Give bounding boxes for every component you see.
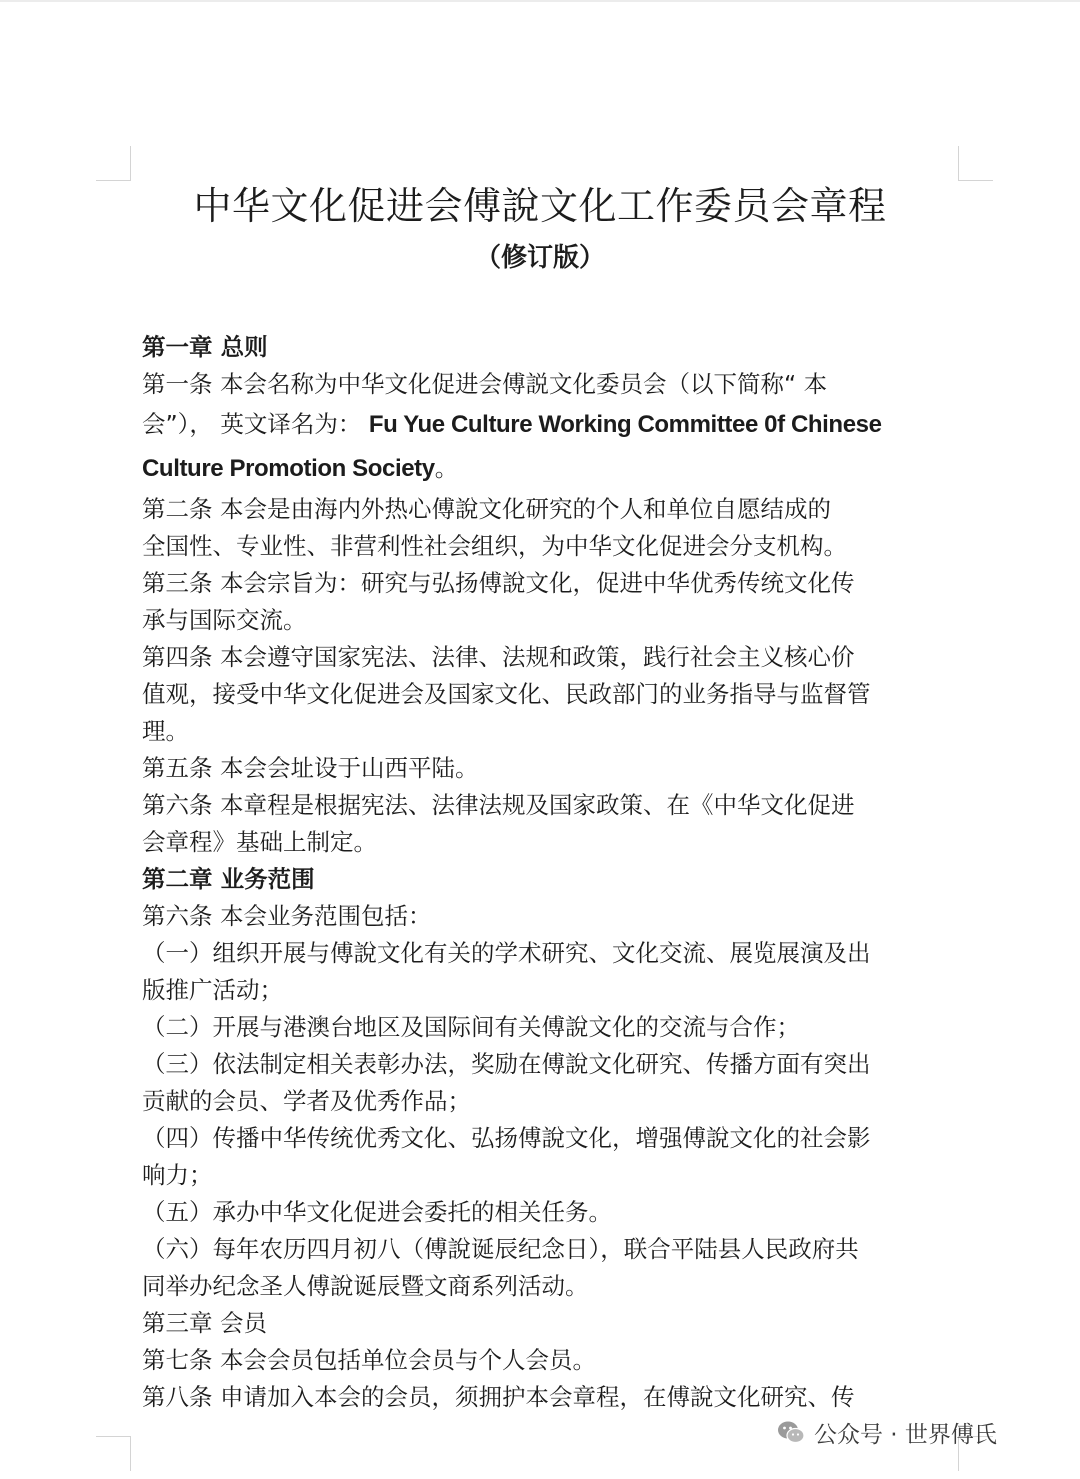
line-text: （四）传播中华传统优秀文化、弘扬傅說文化，增强傅說文化的社会影 <box>142 1124 871 1152</box>
line-text: 第七条 本会会员包括单位会员与个人会员。 <box>142 1346 596 1374</box>
text-line <box>142 750 922 787</box>
text-line <box>142 1157 922 1194</box>
line-text: 理。 <box>142 717 189 745</box>
document-title: 中华文化促进会傅說文化工作委员会章程 <box>193 184 887 228</box>
text-line <box>142 1083 922 1120</box>
page-top-edge <box>0 0 1080 2</box>
line-text: 第二条 本会是由海内外热心傅說文化研究的个人和单位自愿结成的 <box>142 495 831 523</box>
document-subtitle: （修订版） <box>474 243 605 273</box>
crop-mark-top-right <box>958 146 993 181</box>
line-text: 贡献的会员、学者及优秀作品； <box>142 1087 471 1115</box>
text-line <box>142 676 922 713</box>
text-line <box>142 824 922 861</box>
account-watermark <box>776 1412 997 1452</box>
line-text: 第六条 本会业务范围包括： <box>142 902 432 930</box>
document-body <box>142 329 922 1416</box>
crop-mark-top-left <box>96 146 131 181</box>
text-line <box>142 713 922 750</box>
line-text: 响力； <box>142 1161 213 1189</box>
line-text: 第三条 本会宗旨为：研究与弘扬傅說文化，促进中华优秀传统文化传 <box>142 569 855 597</box>
line-text: 承与国际交流。 <box>142 606 307 634</box>
text-line <box>142 972 922 1009</box>
line-text: 第五条 本会会址设于山西平陆。 <box>142 754 479 782</box>
line-text: 会”）， 英文译名为： <box>142 410 369 438</box>
english-name-text: Fu Yue Culture Working Committee 0f Chinese <box>368 411 882 438</box>
text-line <box>142 1268 922 1305</box>
line-text: 第八条 申请加入本会的会员，须拥护本会章程，在傅說文化研究、传 <box>142 1383 855 1411</box>
text-line <box>142 447 922 491</box>
text-line <box>142 1342 922 1379</box>
text-line <box>142 1231 922 1268</box>
line-text: （一）组织开展与傅說文化有关的学术研究、文化交流、展览展演及出 <box>142 939 871 967</box>
line-text: 第六条 本章程是根据宪法、法律法规及国家政策、在《中华文化促进 <box>142 791 855 819</box>
line-text: 值观，接受中华文化促进会及国家文化、民政部门的业务指导与监督管 <box>142 680 871 708</box>
text-line <box>142 787 922 824</box>
text-line <box>142 1009 922 1046</box>
wechat-icon <box>776 1417 806 1447</box>
line-text: 版推广活动； <box>142 976 283 1004</box>
text-line <box>142 1120 922 1157</box>
chapter-heading <box>142 861 922 898</box>
text-line <box>142 403 922 447</box>
line-text: 第一章 总则 <box>142 333 268 361</box>
text-line <box>142 639 922 676</box>
text-line <box>142 565 922 602</box>
line-text: （五）承办中华文化促进会委托的相关任务。 <box>142 1198 612 1226</box>
line-text: 第一条 本会名称为中华文化促进会傅説文化委员会（以下简称“ 本 <box>142 370 828 398</box>
text-line <box>142 528 922 565</box>
crop-mark-bottom-left <box>96 1436 131 1471</box>
text-line <box>142 602 922 639</box>
watermark-text: 公众号 · 世界傅氏 <box>814 1421 997 1448</box>
line-text: 第二章 业务范围 <box>142 865 315 893</box>
line-text: 同举办纪念圣人傅說诞辰暨文商系列活动。 <box>142 1272 589 1300</box>
line-text: （六）每年农历四月初八（傅說诞辰纪念日），联合平陆县人民政府共 <box>142 1235 859 1263</box>
text-line <box>142 491 922 528</box>
text-line <box>142 935 922 972</box>
chapter-heading <box>142 329 922 366</box>
line-text: （二）开展与港澳台地区及国际间有关傅說文化的交流与合作； <box>142 1013 800 1041</box>
line-text: 第四条 本会遵守国家宪法、法律、法规和政策，践行社会主义核心价 <box>142 643 855 671</box>
line-text: 第三章 会员 <box>142 1309 267 1337</box>
text-line <box>142 1305 922 1342</box>
english-name-text: Culture Promotion Society <box>142 455 435 482</box>
line-text: 会章程》基础上制定。 <box>142 828 377 856</box>
text-line <box>142 1046 922 1083</box>
text-line <box>142 898 922 935</box>
text-line <box>142 366 922 403</box>
line-suffix: 。 <box>434 454 459 482</box>
text-line <box>142 1379 922 1416</box>
line-text: 全国性、专业性、非营利性社会组织，为中华文化促进会分支机构。 <box>142 532 847 560</box>
line-text: （三）依法制定相关表彰办法，奖励在傅說文化研究、传播方面有突出 <box>142 1050 871 1078</box>
text-line <box>142 1194 922 1231</box>
